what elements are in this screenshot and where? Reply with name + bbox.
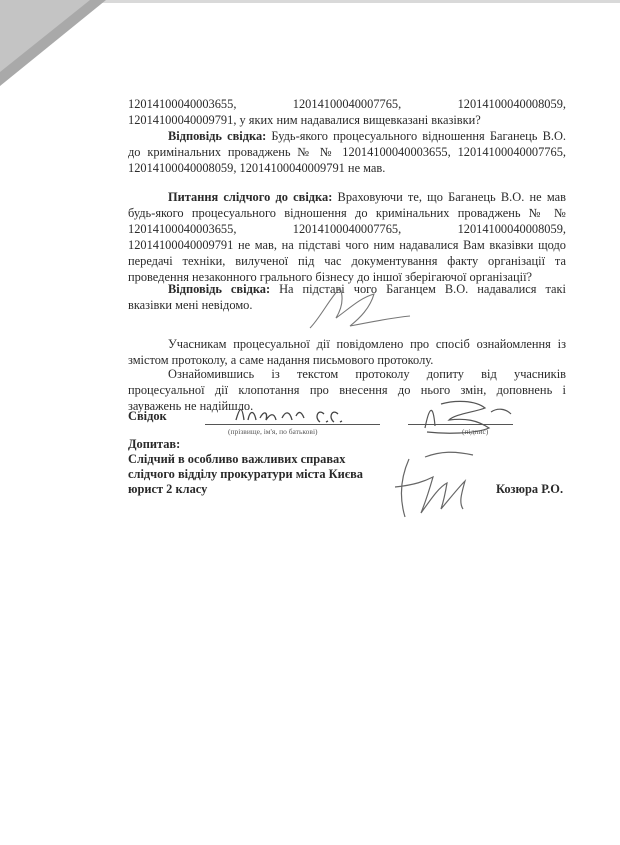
case-numbers-line	[128, 96, 566, 112]
caption-name: (прізвище, ім'я, по батькові)	[228, 427, 318, 436]
case-number: 12014100040008059,	[457, 222, 566, 236]
answer-2-line: вказівки мені невідомо.	[128, 298, 253, 312]
acquaintance-line: процесуальної дії клопотання про внесення до нього змін, доповнень і	[128, 383, 566, 397]
acquaintance-line: зауважень не надійшло.	[128, 399, 254, 413]
question-text: Враховуючи те, що Баганець В.О. не мав	[332, 190, 566, 204]
answer-label: Відповідь свідка:	[168, 129, 267, 143]
question-label: Питання слідчого до свідка:	[168, 190, 333, 204]
answer-label: Відповідь свідка:	[168, 282, 271, 296]
acquaintance-line: Ознайомившись із текстом протоколу допиту від учасників	[168, 367, 566, 381]
witness-name-line	[205, 424, 380, 425]
text-line: 12014100040009791, у яких ним надавалися вищевказані вказівки?	[128, 113, 481, 127]
case-number: 12014100040008059,	[457, 97, 566, 111]
interrogator-rank: юрист 2 класу	[128, 482, 208, 496]
interrogator-signature-icon	[385, 447, 485, 530]
question-2-line: передачі техніки, вилученої під час документування факту організації та	[128, 254, 566, 268]
case-numbers-line	[128, 221, 566, 237]
answer-1-line: до кримінальних проваджень № № 12014100040003655, 12014100040007765,	[128, 145, 566, 159]
interrogator-label: Допитав:	[128, 437, 181, 451]
answer-text: На підставі чого Баганцем В.О. надавалися такі	[270, 282, 566, 296]
witness-signature-icon	[415, 398, 525, 443]
overlapping-signature-icon	[300, 278, 420, 343]
answer-1-line: 12014100040008059, 12014100040009791 не мав.	[128, 161, 386, 175]
question-2-line	[128, 189, 566, 205]
question-2-line: будь-якого процесуального відношення до кримінальних проваджень № №	[128, 206, 566, 220]
question-2-line: 12014100040009791 не мав, на підставі чого ним надавалися Вам вказівки щодо	[128, 238, 566, 252]
question-2	[128, 189, 566, 285]
answer-1	[128, 128, 566, 176]
answer-text: Будь-якого процесуального відношення Баганець В.О.	[266, 129, 566, 143]
question-continuation	[128, 96, 566, 128]
notice-line: Учасникам процесуальної дії повідомлено про спосіб ознайомлення із	[168, 337, 566, 351]
witness-label: Свідок	[128, 409, 167, 423]
folded-corner	[0, 0, 110, 90]
caption-sign: (підпис)	[462, 427, 489, 436]
interrogator-position: Слідчий в особливо важливих справах	[128, 452, 346, 466]
witness-sign-line	[408, 424, 513, 425]
answer-1-line	[128, 128, 566, 144]
case-number: 12014100040003655,	[128, 222, 237, 236]
interrogator-department: слідчого відділу прокуратури міста Києва	[128, 467, 363, 481]
notice-line: змістом протоколу, а саме надання письмового протоколу.	[128, 353, 434, 367]
question-2-line: проведення незаконного грального бізнесу до іншої зберігаючої організації?	[128, 270, 533, 284]
case-number: 12014100040007765,	[292, 222, 402, 236]
interrogator-name: Козюра Р.О.	[496, 482, 564, 496]
case-number: 12014100040003655,	[128, 97, 237, 111]
case-number: 12014100040007765,	[292, 97, 402, 111]
